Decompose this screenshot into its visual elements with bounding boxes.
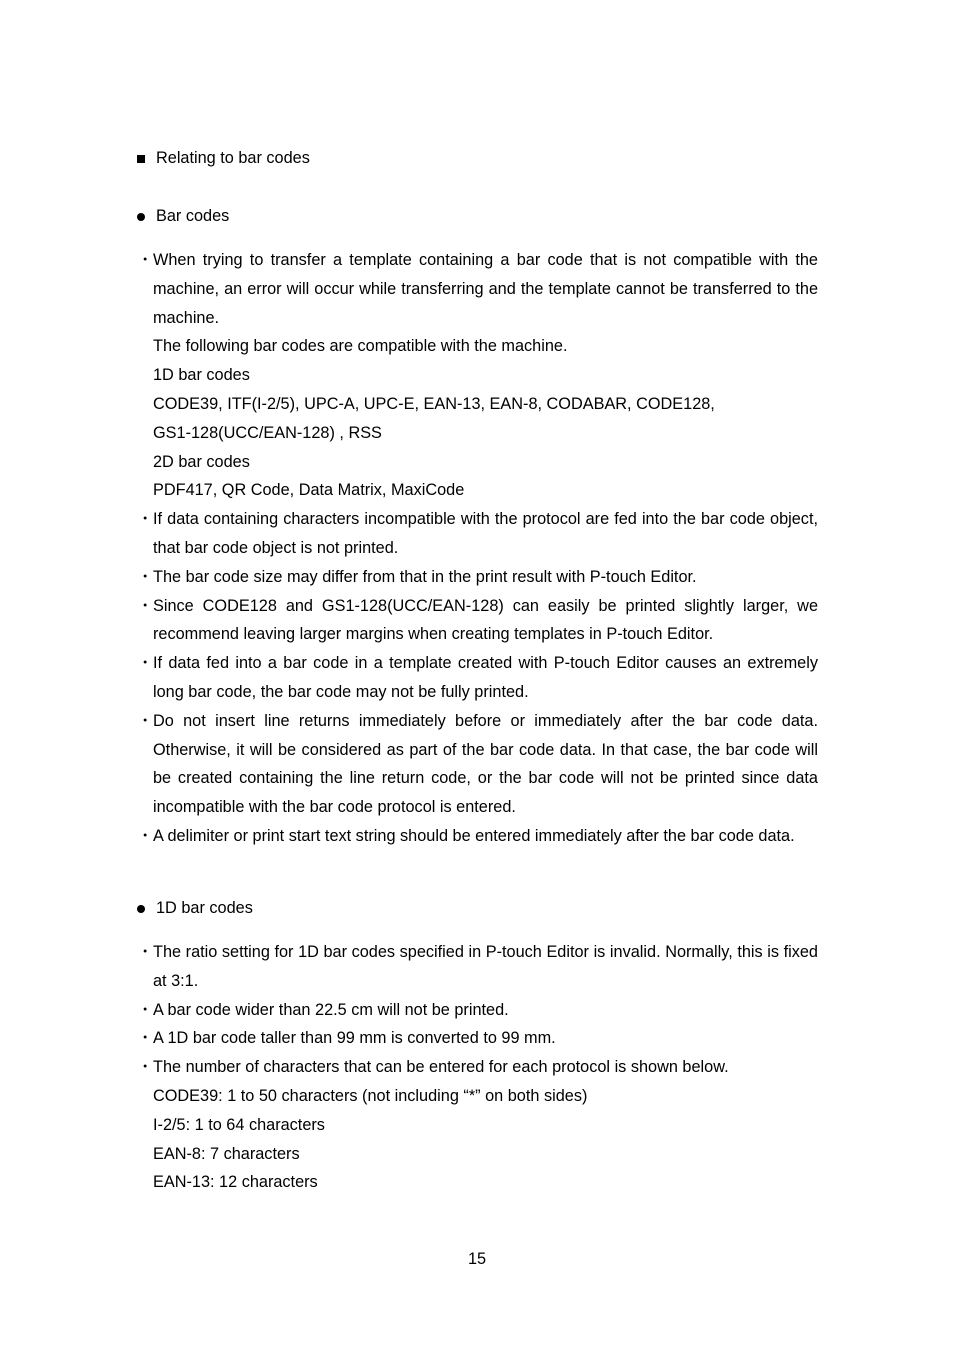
sub-line: I-2/5: 1 to 64 characters [153,1115,325,1134]
list-item: ・ If data fed into a bar code in a template created with P-touch Editor causes an extremely long bar code, the bar code may not be fully printed. [137,649,818,707]
bullet-mark: ・ [137,943,154,961]
list-item: ・ The number of characters that can be entered for each protocol is shown below. [137,1053,818,1082]
section-title: Relating to bar codes [156,149,310,167]
bullet-mark: ・ [137,596,154,615]
list-item: ・ Do not insert line returns immediately before or immediately after the bar code data. Otherwise, it will be considered as part of the bar code data. In that case, the bar code will be created containing the line return code, or the bar code will not be printed since data incompatible with the bar code protocol is entered. [137,707,818,822]
one-d-list [137,938,818,1197]
list-item: ・ A 1D bar code taller than 99 mm is converted to 99 mm. [137,1024,818,1053]
page-number: 15 [467,1250,487,1268]
list-item: ・ A delimiter or print start text string should be entered immediately after the bar code data. [137,822,818,851]
sub-line: PDF417, QR Code, Data Matrix, MaxiCode [153,481,465,500]
list-item: ・ When trying to transfer a template containing a bar code that is not compatible with the machine, an error will occur while transferring and the template cannot be transferred to the machine. [137,246,818,332]
bullet-mark: ・ [137,711,154,730]
sub-line: EAN-8: 7 characters [153,1144,300,1163]
list-item: ・ A bar code wider than 22.5 cm will not be printed. [137,996,818,1025]
sub-line: GS1-128(UCC/EAN-128) , RSS [153,423,382,442]
list-item: ・ The ratio setting for 1D bar codes specified in P-touch Editor is invalid. Normally, this is fixed at 3:1. [137,938,818,996]
bullet-mark: ・ [137,251,154,269]
square-bullet-icon [137,155,145,163]
bullet-mark: ・ [137,654,154,673]
list-item: ・ The bar code size may differ from that in the print result with P-touch Editor. [137,563,818,592]
bar-codes-heading [137,207,229,226]
one-d-heading-text: 1D bar codes [156,899,253,917]
sub-line: CODE39, ITF(I-2/5), UPC-A, UPC-E, EAN-13, EAN-8, CODABAR, CODE128, [153,394,715,413]
section-heading [137,149,310,168]
bullet-mark: ・ [137,1058,154,1077]
round-bullet-icon [137,905,145,913]
bar-codes-list [137,246,818,851]
sub-line: The following bar codes are compatible with the machine. [153,337,568,356]
round-bullet-icon [137,213,145,221]
bullet-mark: ・ [137,1029,154,1048]
bullet-mark: ・ [137,1000,154,1019]
bullet-mark: ・ [137,826,154,845]
bar-codes-heading-text: Bar codes [156,207,230,225]
sub-line: CODE39: 1 to 50 characters (not including “*” on both sides) [153,1086,588,1105]
list-item: ・ If data containing characters incompatible with the protocol are fed into the bar code object, that bar code object is not printed. [137,505,818,563]
sub-line: 2D bar codes [153,452,250,471]
sub-line: 1D bar codes [153,366,250,385]
one-d-heading [137,899,253,918]
bullet-mark: ・ [137,510,154,529]
bullet-mark: ・ [137,567,154,586]
sub-line: EAN-13: 12 characters [153,1173,318,1192]
list-item: ・ Since CODE128 and GS1-128(UCC/EAN-128) can easily be printed slightly larger, we recommend leaving larger margins when creating templates in P-touch Editor. [137,592,818,650]
